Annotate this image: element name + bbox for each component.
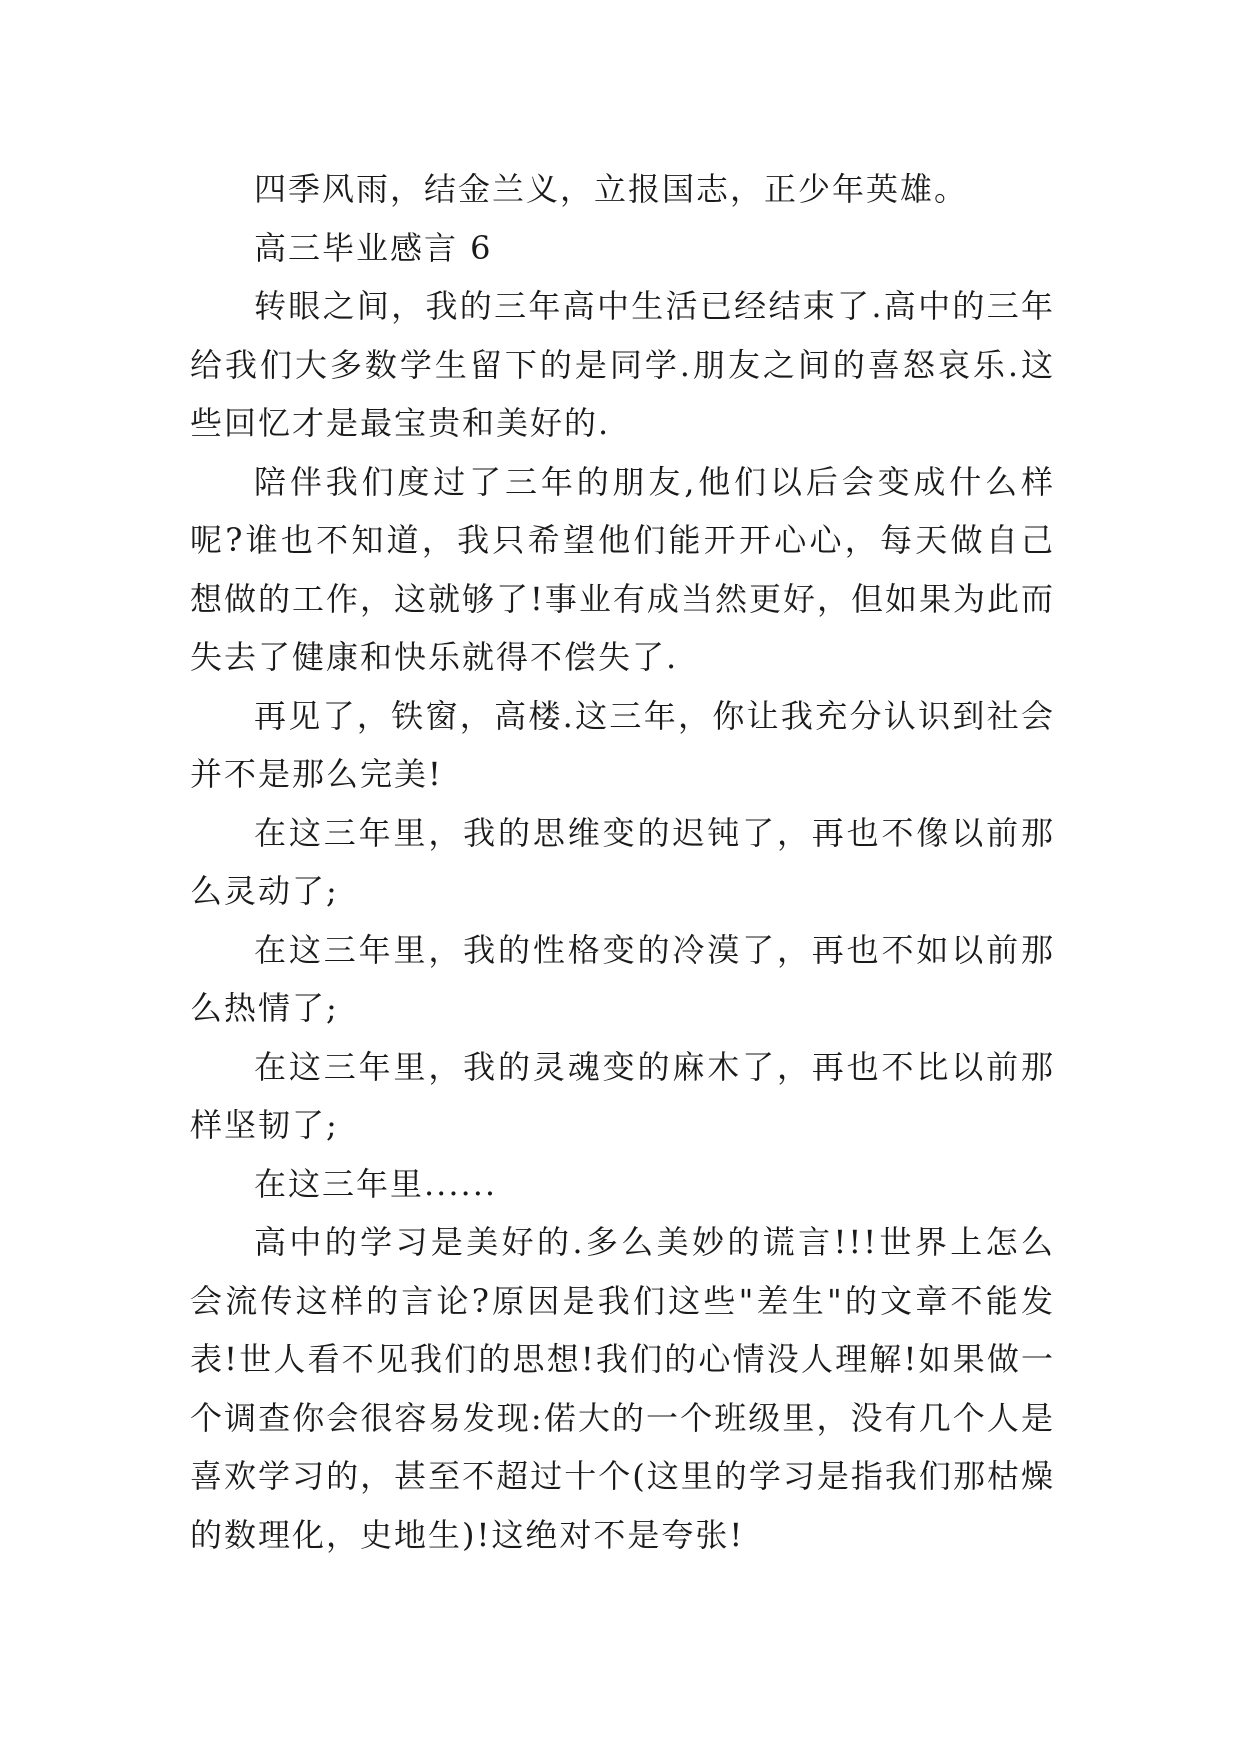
document-body bbox=[190, 160, 1055, 1564]
paragraph: 在这三年里...... bbox=[254, 1164, 498, 1203]
paragraph: 在这三年里，我的思维变的迟钝了，再也不像以前那么灵动了; bbox=[190, 813, 1055, 910]
paragraph: 再见了，铁窗，高楼.这三年，你让我充分认识到社会并不是那么完美! bbox=[190, 696, 1055, 793]
paragraph: 在这三年里，我的灵魂变的麻木了，再也不比以前那样坚韧了; bbox=[190, 1047, 1055, 1144]
paragraph-opening-line: 四季风雨，结金兰义，立报国志，正少年英雄。 bbox=[254, 170, 969, 208]
paragraph: 高中的学习是美好的.多么美妙的谎言!!!世界上怎么会流传这样的言论?原因是我们这些"差生"的文章不能发表!世人看不见我们的思想!我们的心情没人理解!如果做一个调查你会很容易发现:偌大的一个班级里，没有几个人是喜欢学习的，甚至不超过十个(这里的学习是指我们那枯燥的数理化，史地生)!这绝对不是夸张! bbox=[190, 1223, 1055, 1554]
paragraph: 陪伴我们度过了三年的朋友,他们以后会变成什么样呢?谁也不知道，我只希望他们能开开心心，每天做自己想做的工作，这就够了!事业有成当然更好，但如果为此而失去了健康和快乐就得不偿失了. bbox=[190, 462, 1055, 676]
section-heading: 高三毕业感言 6 bbox=[254, 228, 493, 267]
paragraph: 在这三年里，我的性格变的冷漠了，再也不如以前那么热情了; bbox=[190, 930, 1055, 1027]
paragraph: 转眼之间，我的三年高中生活已经结束了.高中的三年给我们大多数学生留下的是同学.朋友之间的喜怒哀乐.这些回忆才是最宝贵和美好的. bbox=[190, 287, 1055, 442]
